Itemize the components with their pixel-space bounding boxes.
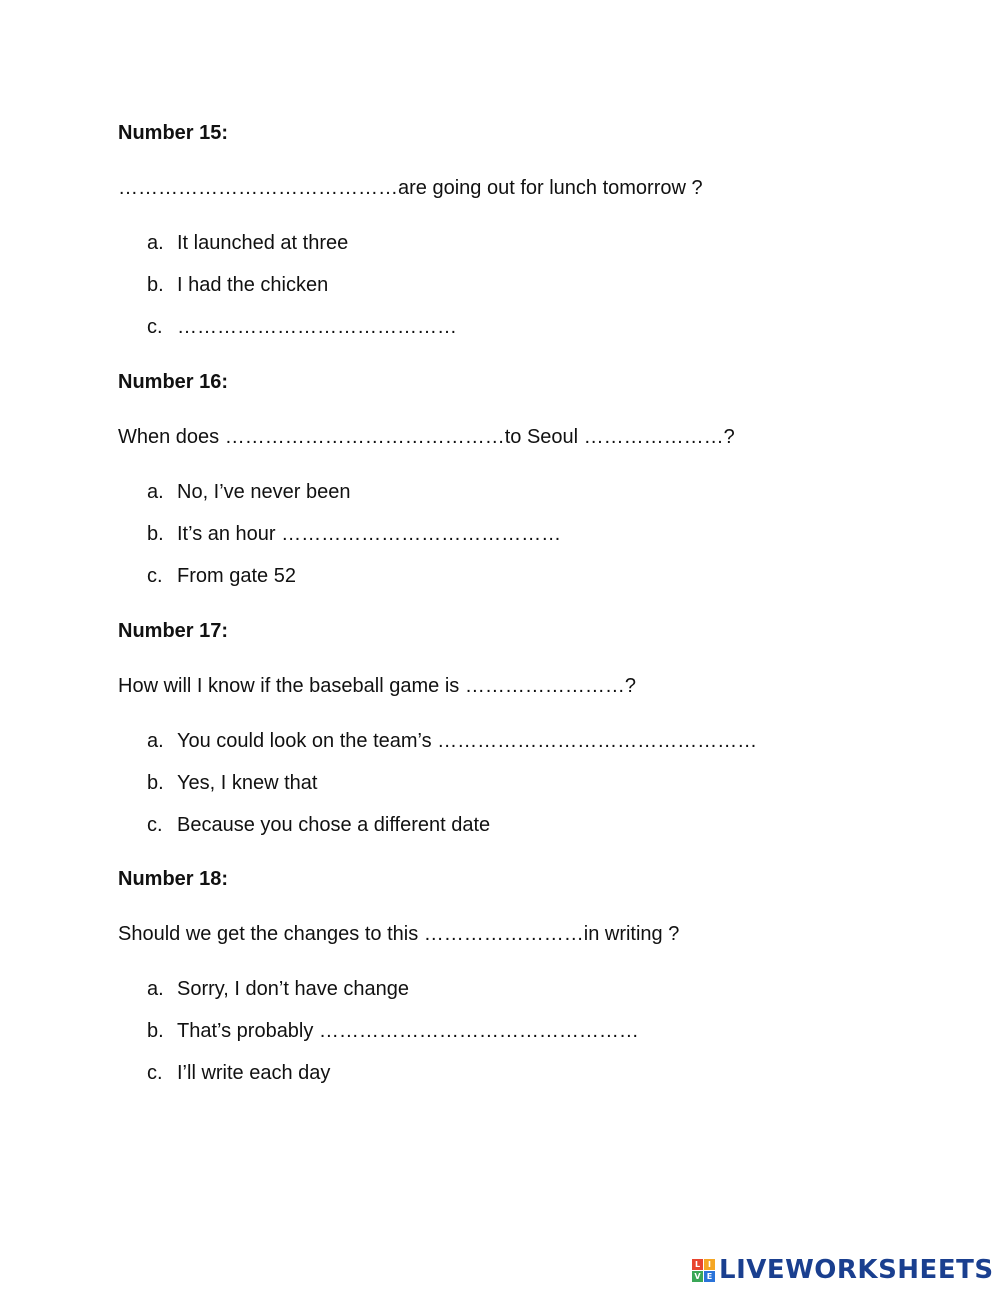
question-prompt: When does ……………………………………to Seoul …………………? (118, 426, 735, 448)
option-letter: a. (147, 730, 164, 752)
option-text: Because you chose a different date (177, 814, 491, 836)
option-text: It’s an hour …………………………………… (177, 523, 562, 545)
answer-option-b[interactable] (147, 522, 561, 546)
brand-wordmark: LIVEWORKSHEETS (719, 1255, 994, 1285)
option-letter: b. (147, 1020, 164, 1042)
logo-tile-i: I (704, 1259, 715, 1270)
liveworksheets-brand (692, 1255, 994, 1285)
option-text: Sorry, I don’t have change (177, 978, 409, 1000)
option-text: You could look on the team’s ………………………………………… (177, 730, 758, 752)
option-letter: a. (147, 232, 164, 254)
option-letter: c. (147, 316, 163, 338)
answer-option-a[interactable] (147, 480, 350, 504)
answer-option-b[interactable] (147, 1019, 639, 1043)
option-letter: c. (147, 814, 163, 836)
option-letter: a. (147, 978, 164, 1000)
answer-option-a[interactable] (147, 231, 348, 255)
question-heading: Number 16: (118, 371, 229, 393)
answer-option-b[interactable] (147, 771, 317, 795)
question-prompt: Should we get the changes to this ……………………in writing ? (118, 923, 680, 945)
logo-tile-v: V (692, 1271, 703, 1282)
option-text: I had the chicken (177, 274, 329, 296)
question-prompt: How will I know if the baseball game is ……………………? (118, 675, 636, 697)
logo-tile-e: E (704, 1271, 715, 1282)
option-text: …………………………………… (177, 316, 457, 338)
logo-tile-l: L (692, 1259, 703, 1270)
question-heading: Number 18: (118, 868, 229, 890)
option-letter: c. (147, 565, 163, 587)
liveworksheets-logo-icon (692, 1259, 715, 1282)
option-letter: c. (147, 1062, 163, 1084)
answer-option-c[interactable] (147, 813, 490, 837)
question-heading: Number 15: (118, 122, 229, 144)
option-letter: b. (147, 274, 164, 296)
option-letter: a. (147, 481, 164, 503)
question-heading: Number 17: (118, 620, 229, 642)
option-text: That’s probably ………………………………………… (177, 1020, 639, 1042)
question-prompt: ……………………………………are going out for lunch tomorrow ? (118, 177, 703, 199)
option-text: Yes, I knew that (177, 772, 318, 794)
option-text: It launched at three (177, 232, 349, 254)
option-letter: b. (147, 523, 164, 545)
answer-option-c[interactable] (147, 315, 457, 339)
answer-option-b[interactable] (147, 273, 328, 297)
answer-option-a[interactable] (147, 977, 409, 1001)
option-letter: b. (147, 772, 164, 794)
answer-option-c[interactable] (147, 1061, 330, 1085)
option-text: From gate 52 (177, 565, 296, 587)
option-text: I’ll write each day (177, 1062, 331, 1084)
answer-option-a[interactable] (147, 729, 757, 753)
option-text: No, I’ve never been (177, 481, 351, 503)
answer-option-c[interactable] (147, 564, 296, 588)
